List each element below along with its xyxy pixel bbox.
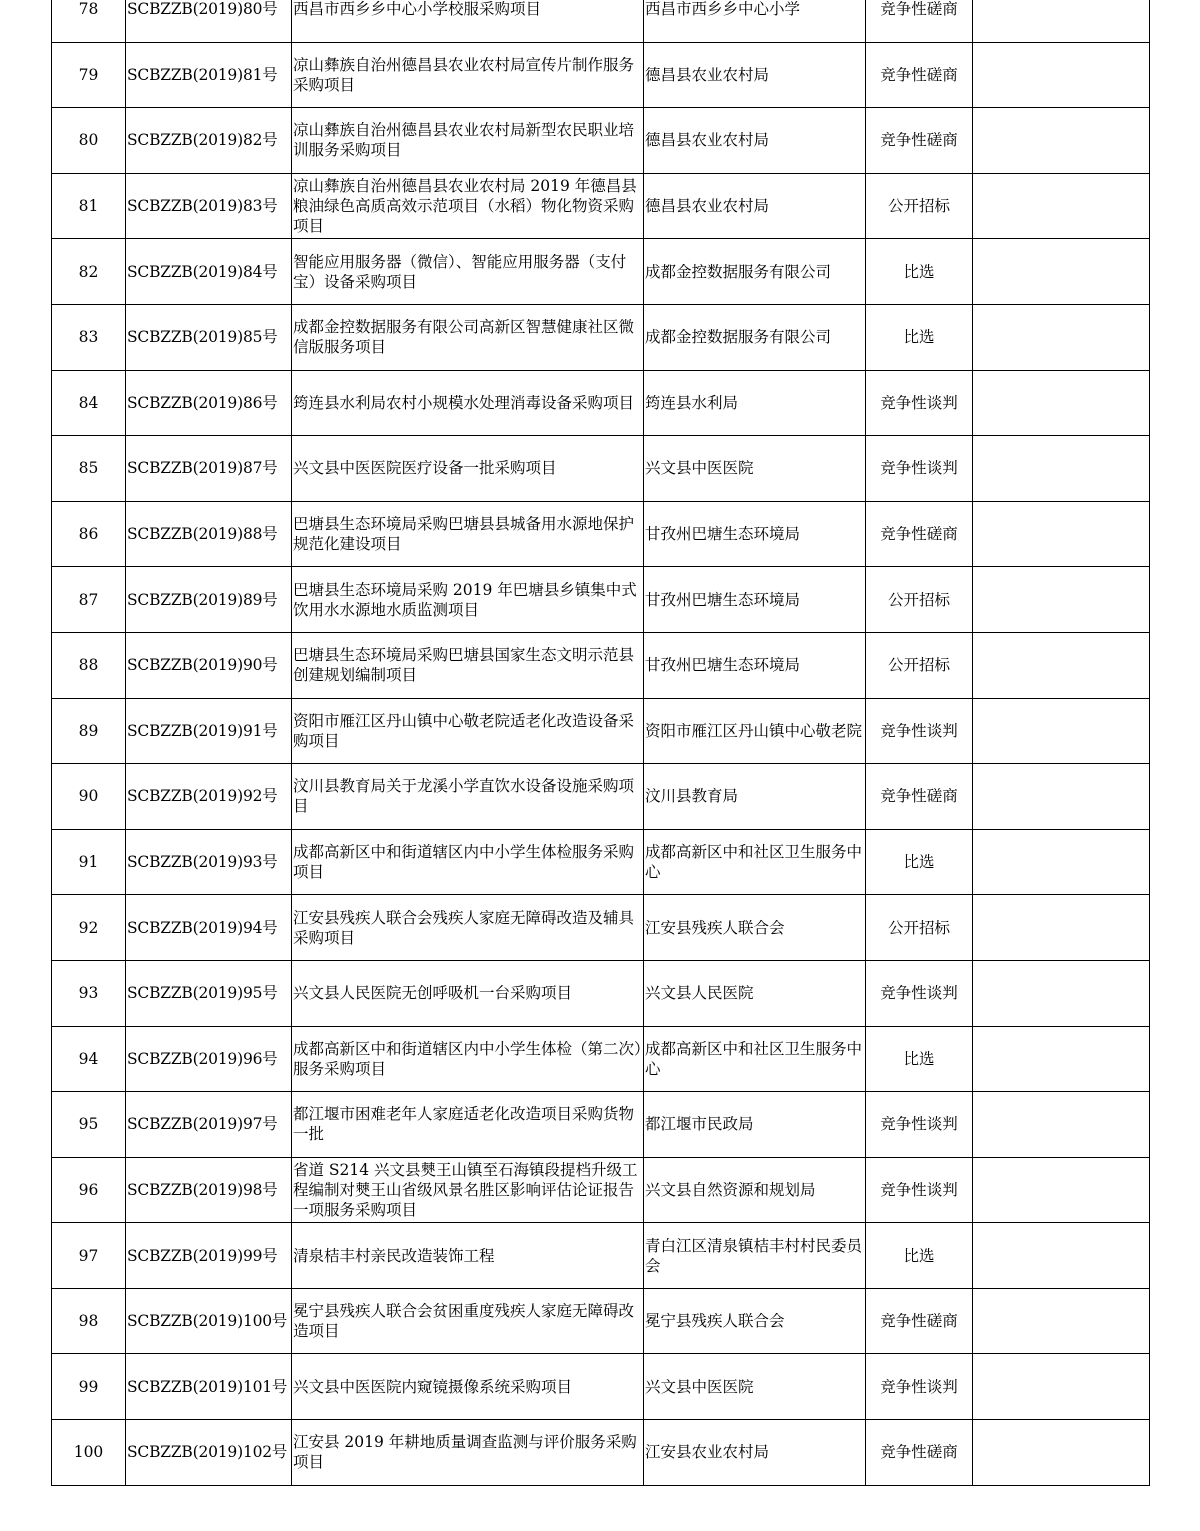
project-code-cell: SCBZZB(2019)93号 <box>126 829 292 895</box>
project-code-cell: SCBZZB(2019)83号 <box>126 173 292 239</box>
project-name-cell: 江安县残疾人联合会残疾人家庭无障碍改造及辅具采购项目 <box>292 895 644 961</box>
procurement-method-cell: 竞争性谈判 <box>866 370 973 436</box>
procurement-method-cell: 公开招标 <box>866 567 973 633</box>
project-code-cell: SCBZZB(2019)96号 <box>126 1026 292 1092</box>
remark-cell <box>973 108 1150 174</box>
purchasing-unit-cell: 德昌县农业农村局 <box>644 42 866 108</box>
project-name-cell: 兴文县人民医院无创呼吸机一台采购项目 <box>292 960 644 1026</box>
project-code-cell: SCBZZB(2019)80号 <box>126 0 292 42</box>
remark-cell <box>973 1288 1150 1354</box>
table-row <box>52 42 1150 108</box>
row-number-cell: 87 <box>52 567 126 633</box>
row-number-cell: 86 <box>52 501 126 567</box>
remark-cell <box>973 42 1150 108</box>
table-row <box>52 1092 1150 1158</box>
remark-cell <box>973 304 1150 370</box>
procurement-table <box>51 0 1150 1486</box>
project-name-cell: 省道 S214 兴文县僰王山镇至石海镇段提档升级工程编制对僰王山省级风景名胜区影响评估论证报告一项服务采购项目 <box>292 1157 644 1223</box>
procurement-method-cell: 比选 <box>866 239 973 305</box>
project-name-cell: 巴塘县生态环境局采购巴塘县县城备用水源地保护规范化建设项目 <box>292 501 644 567</box>
project-code-cell: SCBZZB(2019)102号 <box>126 1420 292 1486</box>
remark-cell <box>973 567 1150 633</box>
table-row <box>52 632 1150 698</box>
procurement-method-cell: 竞争性磋商 <box>866 1420 973 1486</box>
table-row <box>52 1026 1150 1092</box>
purchasing-unit-cell: 兴文县人民医院 <box>644 960 866 1026</box>
project-name-cell: 筠连县水利局农村小规模水处理消毒设备采购项目 <box>292 370 644 436</box>
row-number-cell: 89 <box>52 698 126 764</box>
procurement-method-cell: 竞争性磋商 <box>866 1288 973 1354</box>
remark-cell <box>973 1223 1150 1289</box>
table-row <box>52 1157 1150 1223</box>
row-number-cell: 97 <box>52 1223 126 1289</box>
table-row <box>52 304 1150 370</box>
purchasing-unit-cell: 江安县农业农村局 <box>644 1420 866 1486</box>
project-code-cell: SCBZZB(2019)88号 <box>126 501 292 567</box>
project-code-cell: SCBZZB(2019)82号 <box>126 108 292 174</box>
remark-cell <box>973 0 1150 42</box>
procurement-method-cell: 竞争性谈判 <box>866 1157 973 1223</box>
table-row <box>52 764 1150 830</box>
remark-cell <box>973 173 1150 239</box>
procurement-method-cell: 比选 <box>866 829 973 895</box>
purchasing-unit-cell: 德昌县农业农村局 <box>644 108 866 174</box>
purchasing-unit-cell: 汶川县教育局 <box>644 764 866 830</box>
table-row <box>52 698 1150 764</box>
procurement-method-cell: 竞争性谈判 <box>866 1092 973 1158</box>
row-number-cell: 84 <box>52 370 126 436</box>
table-row <box>52 1420 1150 1486</box>
table-row <box>52 0 1150 42</box>
remark-cell <box>973 1420 1150 1486</box>
purchasing-unit-cell: 兴文县中医医院 <box>644 436 866 502</box>
project-name-cell: 成都高新区中和街道辖区内中小学生体检（第二次）服务采购项目 <box>292 1026 644 1092</box>
row-number-cell: 85 <box>52 436 126 502</box>
project-code-cell: SCBZZB(2019)84号 <box>126 239 292 305</box>
table-row <box>52 173 1150 239</box>
project-code-cell: SCBZZB(2019)90号 <box>126 632 292 698</box>
procurement-method-cell: 竞争性谈判 <box>866 436 973 502</box>
project-name-cell: 冕宁县残疾人联合会贫困重度残疾人家庭无障碍改造项目 <box>292 1288 644 1354</box>
remark-cell <box>973 1092 1150 1158</box>
procurement-method-cell: 竞争性磋商 <box>866 42 973 108</box>
procurement-method-cell: 比选 <box>866 1223 973 1289</box>
purchasing-unit-cell: 筠连县水利局 <box>644 370 866 436</box>
purchasing-unit-cell: 成都金控数据服务有限公司 <box>644 239 866 305</box>
purchasing-unit-cell: 成都高新区中和社区卫生服务中心 <box>644 829 866 895</box>
project-name-cell: 成都高新区中和街道辖区内中小学生体检服务采购项目 <box>292 829 644 895</box>
procurement-method-cell: 公开招标 <box>866 895 973 961</box>
project-name-cell: 都江堰市困难老年人家庭适老化改造项目采购货物一批 <box>292 1092 644 1158</box>
purchasing-unit-cell: 资阳市雁江区丹山镇中心敬老院 <box>644 698 866 764</box>
purchasing-unit-cell: 成都金控数据服务有限公司 <box>644 304 866 370</box>
table-row <box>52 370 1150 436</box>
project-code-cell: SCBZZB(2019)100号 <box>126 1288 292 1354</box>
project-name-cell: 西昌市西乡乡中心小学校服采购项目 <box>292 0 644 42</box>
purchasing-unit-cell: 甘孜州巴塘生态环境局 <box>644 632 866 698</box>
row-number-cell: 94 <box>52 1026 126 1092</box>
purchasing-unit-cell: 德昌县农业农村局 <box>644 173 866 239</box>
remark-cell <box>973 1026 1150 1092</box>
table-row <box>52 436 1150 502</box>
row-number-cell: 93 <box>52 960 126 1026</box>
purchasing-unit-cell: 都江堰市民政局 <box>644 1092 866 1158</box>
project-code-cell: SCBZZB(2019)81号 <box>126 42 292 108</box>
project-code-cell: SCBZZB(2019)89号 <box>126 567 292 633</box>
row-number-cell: 92 <box>52 895 126 961</box>
table-row <box>52 1354 1150 1420</box>
project-name-cell: 清泉桔丰村亲民改造装饰工程 <box>292 1223 644 1289</box>
remark-cell <box>973 1157 1150 1223</box>
project-name-cell: 江安县 2019 年耕地质量调查监测与评价服务采购项目 <box>292 1420 644 1486</box>
remark-cell <box>973 698 1150 764</box>
table-row <box>52 567 1150 633</box>
procurement-method-cell: 竞争性磋商 <box>866 0 973 42</box>
row-number-cell: 78 <box>52 0 126 42</box>
project-code-cell: SCBZZB(2019)85号 <box>126 304 292 370</box>
procurement-method-cell: 竞争性谈判 <box>866 1354 973 1420</box>
remark-cell <box>973 960 1150 1026</box>
table-body <box>52 0 1150 1485</box>
purchasing-unit-cell: 甘孜州巴塘生态环境局 <box>644 501 866 567</box>
purchasing-unit-cell: 成都高新区中和社区卫生服务中心 <box>644 1026 866 1092</box>
row-number-cell: 83 <box>52 304 126 370</box>
procurement-method-cell: 公开招标 <box>866 632 973 698</box>
project-code-cell: SCBZZB(2019)95号 <box>126 960 292 1026</box>
purchasing-unit-cell: 甘孜州巴塘生态环境局 <box>644 567 866 633</box>
project-code-cell: SCBZZB(2019)101号 <box>126 1354 292 1420</box>
table-row <box>52 501 1150 567</box>
remark-cell <box>973 632 1150 698</box>
remark-cell <box>973 1354 1150 1420</box>
remark-cell <box>973 829 1150 895</box>
project-code-cell: SCBZZB(2019)99号 <box>126 1223 292 1289</box>
row-number-cell: 95 <box>52 1092 126 1158</box>
remark-cell <box>973 436 1150 502</box>
procurement-method-cell: 竞争性谈判 <box>866 960 973 1026</box>
procurement-method-cell: 竞争性谈判 <box>866 698 973 764</box>
project-code-cell: SCBZZB(2019)86号 <box>126 370 292 436</box>
procurement-method-cell: 公开招标 <box>866 173 973 239</box>
project-code-cell: SCBZZB(2019)94号 <box>126 895 292 961</box>
row-number-cell: 79 <box>52 42 126 108</box>
remark-cell <box>973 895 1150 961</box>
procurement-method-cell: 比选 <box>866 304 973 370</box>
project-name-cell: 巴塘县生态环境局采购 2019 年巴塘县乡镇集中式饮用水水源地水质监测项目 <box>292 567 644 633</box>
row-number-cell: 100 <box>52 1420 126 1486</box>
row-number-cell: 82 <box>52 239 126 305</box>
procurement-method-cell: 竞争性磋商 <box>866 501 973 567</box>
procurement-method-cell: 竞争性磋商 <box>866 764 973 830</box>
project-name-cell: 兴文县中医医院内窥镜摄像系统采购项目 <box>292 1354 644 1420</box>
table-row <box>52 829 1150 895</box>
row-number-cell: 80 <box>52 108 126 174</box>
row-number-cell: 81 <box>52 173 126 239</box>
purchasing-unit-cell: 兴文县自然资源和规划局 <box>644 1157 866 1223</box>
remark-cell <box>973 239 1150 305</box>
project-name-cell: 汶川县教育局关于龙溪小学直饮水设备设施采购项目 <box>292 764 644 830</box>
project-code-cell: SCBZZB(2019)98号 <box>126 1157 292 1223</box>
purchasing-unit-cell: 西昌市西乡乡中心小学 <box>644 0 866 42</box>
table-row <box>52 895 1150 961</box>
project-name-cell: 凉山彝族自治州德昌县农业农村局新型农民职业培训服务采购项目 <box>292 108 644 174</box>
remark-cell <box>973 370 1150 436</box>
row-number-cell: 98 <box>52 1288 126 1354</box>
table-row <box>52 1288 1150 1354</box>
table-row <box>52 108 1150 174</box>
project-code-cell: SCBZZB(2019)87号 <box>126 436 292 502</box>
row-number-cell: 91 <box>52 829 126 895</box>
row-number-cell: 96 <box>52 1157 126 1223</box>
project-name-cell: 巴塘县生态环境局采购巴塘县国家生态文明示范县创建规划编制项目 <box>292 632 644 698</box>
purchasing-unit-cell: 兴文县中医医院 <box>644 1354 866 1420</box>
row-number-cell: 90 <box>52 764 126 830</box>
project-name-cell: 成都金控数据服务有限公司高新区智慧健康社区微信版服务项目 <box>292 304 644 370</box>
project-code-cell: SCBZZB(2019)91号 <box>126 698 292 764</box>
project-code-cell: SCBZZB(2019)92号 <box>126 764 292 830</box>
row-number-cell: 99 <box>52 1354 126 1420</box>
table-row <box>52 1223 1150 1289</box>
project-name-cell: 兴文县中医医院医疗设备一批采购项目 <box>292 436 644 502</box>
procurement-method-cell: 比选 <box>866 1026 973 1092</box>
row-number-cell: 88 <box>52 632 126 698</box>
project-name-cell: 凉山彝族自治州德昌县农业农村局 2019 年德昌县粮油绿色高质高效示范项目（水稻）物化物资采购项目 <box>292 173 644 239</box>
project-code-cell: SCBZZB(2019)97号 <box>126 1092 292 1158</box>
purchasing-unit-cell: 江安县残疾人联合会 <box>644 895 866 961</box>
project-name-cell: 凉山彝族自治州德昌县农业农村局宣传片制作服务采购项目 <box>292 42 644 108</box>
procurement-method-cell: 竞争性磋商 <box>866 108 973 174</box>
remark-cell <box>973 501 1150 567</box>
remark-cell <box>973 764 1150 830</box>
table-row <box>52 960 1150 1026</box>
purchasing-unit-cell: 冕宁县残疾人联合会 <box>644 1288 866 1354</box>
purchasing-unit-cell: 青白江区清泉镇桔丰村村民委员会 <box>644 1223 866 1289</box>
table-row <box>52 239 1150 305</box>
project-name-cell: 资阳市雁江区丹山镇中心敬老院适老化改造设备采购项目 <box>292 698 644 764</box>
project-name-cell: 智能应用服务器（微信）、智能应用服务器（支付宝）设备采购项目 <box>292 239 644 305</box>
